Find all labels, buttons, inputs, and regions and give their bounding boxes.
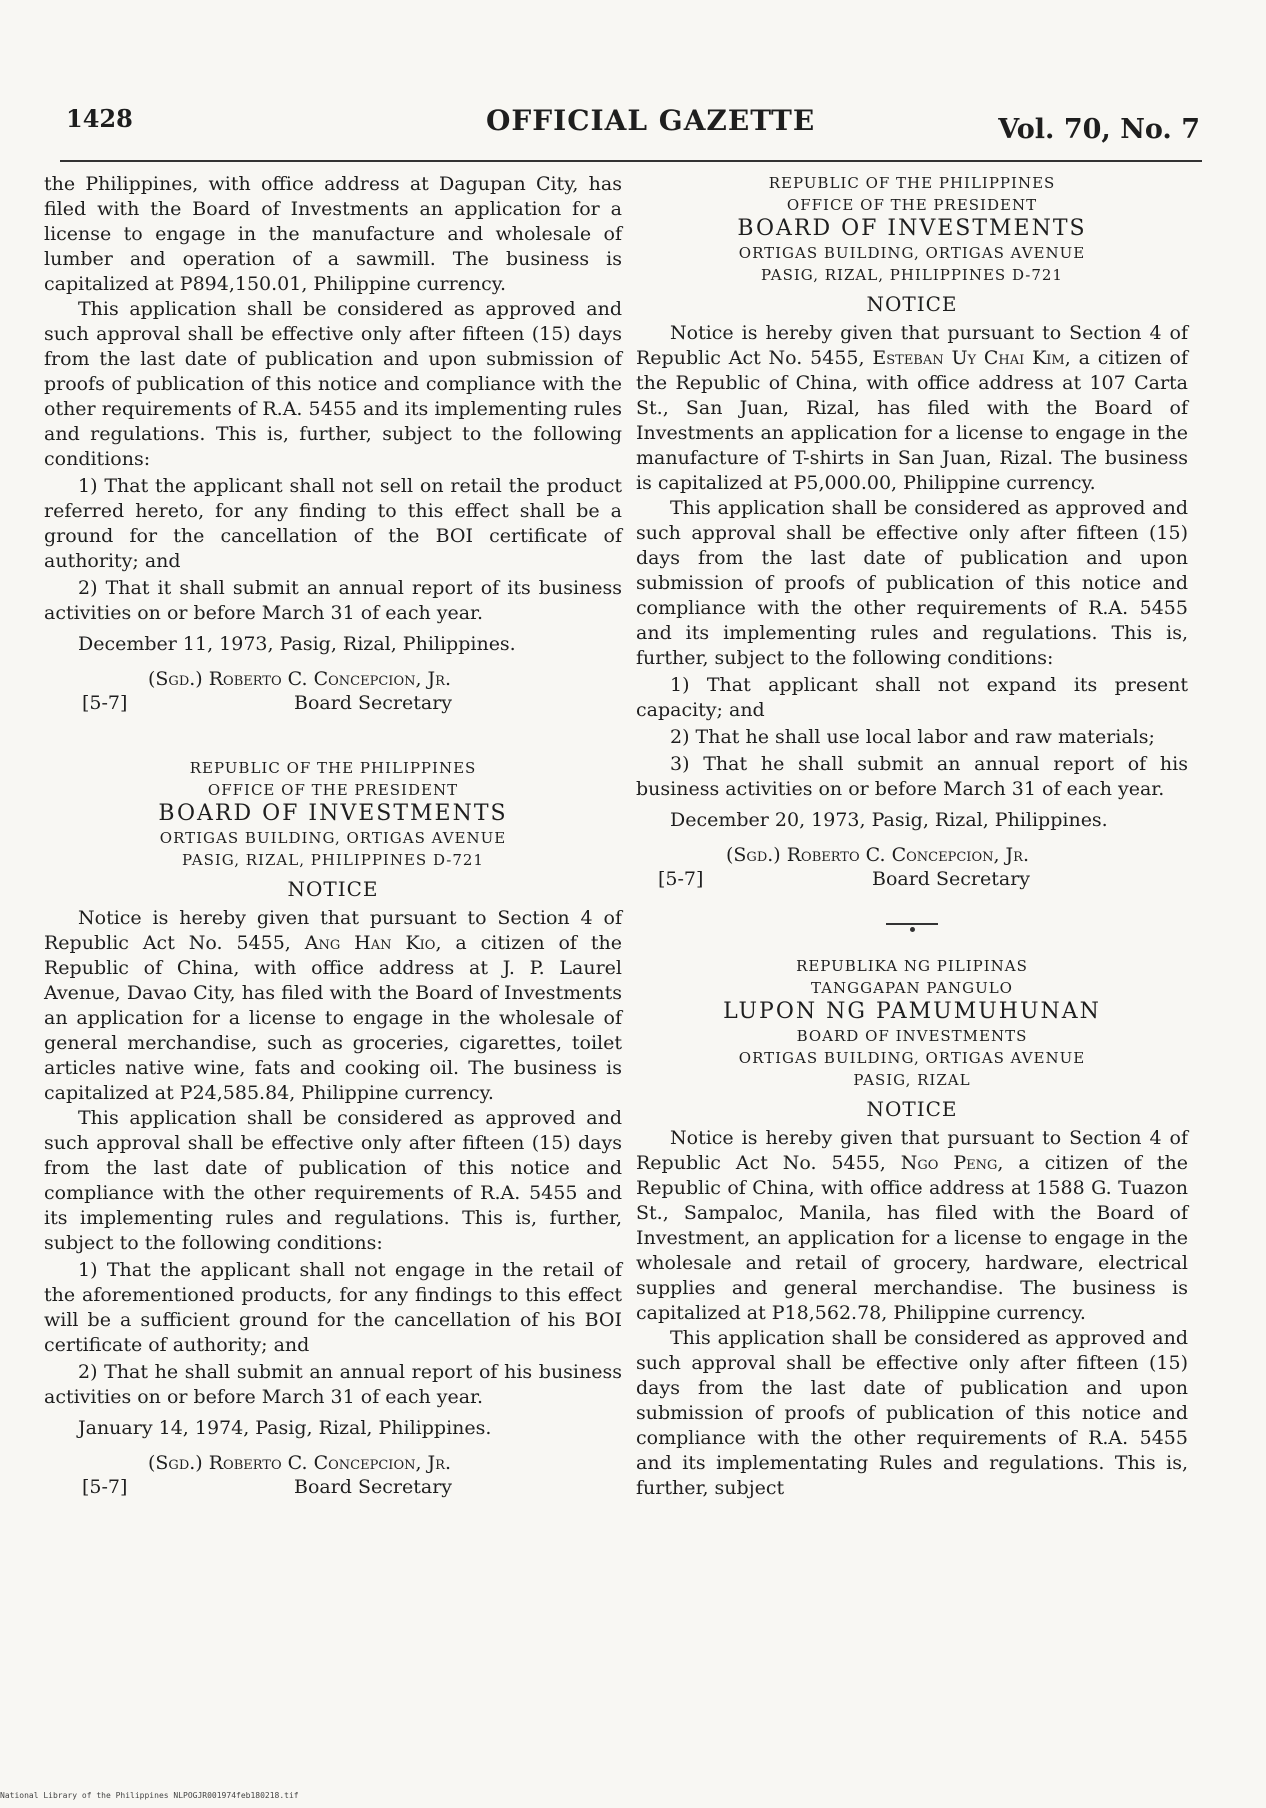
approval-paragraph: This application shall be considered as approved and such approval shall be effective only after fifteen (15) days from the last date of publication and upon submission of proofs of publication of this notice and compliance with the other requirements of R.A. 5455 and its implementing rules and regulations. This is, further, subject to the following conditions: [636, 497, 1188, 669]
notice-title: NOTICE [287, 877, 379, 901]
signatory: (Sgd.) Roberto C. Concepcion, Jr. [148, 668, 451, 690]
notice-date: December 11, 1973, Pasig, Rizal, Philippines. [78, 633, 516, 655]
condition-1: 1) That the applicant shall not sell on retail the product referred hereto, for any finding to this effect shall be a ground for the cancellation of the BOI certificate of authority; and [44, 475, 622, 572]
heading-tanggapan: TANGGAPAN PANGULO [811, 979, 1013, 997]
heading-address: PASIG, RIZAL, PHILIPPINES D-721 [182, 851, 484, 869]
applicant-name: Ngo Peng [900, 1152, 998, 1174]
heading-republic: REPUBLIC OF THE PHILIPPINES [768, 174, 1056, 192]
signatory-position: Board Secretary [294, 1476, 453, 1498]
signature-block [636, 843, 1188, 893]
signature-block [44, 667, 622, 717]
heading-lupon: LUPON NG PAMUMUHUNAN [723, 999, 1101, 1024]
condition-3: 3) That he shall submit an annual report of his business activities on or before March 31 of each year. [636, 753, 1188, 800]
right-column [636, 172, 1188, 1501]
heading-office: OFFICE OF THE PRESIDENT [786, 196, 1038, 214]
heading-address: PASIG, RIZAL, PHILIPPINES D-721 [761, 266, 1063, 284]
condition-1: 1) That applicant shall not expand its present capacity; and [636, 674, 1188, 721]
heading-building: ORTIGAS BUILDING, ORTIGAS AVENUE [738, 1049, 1086, 1067]
approval-paragraph: This application shall be considered as approved and such approval shall be effective only after fifteen (15) days from the last date of publication of this notice and compliance with the other requirements of R.A. 5455 and its implementing rules and regulations. This is, further, subject to the following conditions: [44, 1107, 622, 1254]
notice-ngo-peng [636, 955, 1188, 1501]
notice-body: Notice is hereby given that pursuant to Section 4 of Republic Act No. 5455, Ngo Peng, a citizen of the Republic of China, with office address at 1588 G. Tuazon St., Sampaloc, Manila, has filed with the Board of Investment, an application for a license to engage in the wholesale and retail of grocery, hardware, electrical supplies and general merchandise. The business is capitalized at P18,562.78, Philippine currency. [636, 1127, 1188, 1324]
notice-date: January 14, 1974, Pasig, Rizal, Philippines. [78, 1417, 492, 1439]
condition-1: 1) That the applicant shall not engage in the retail of the aforementioned products, for any findings to this effect will be a sufficient ground for the cancellation of his BOI certificate of authority; and [44, 1259, 622, 1356]
page-header [66, 104, 1200, 152]
section-divider [886, 923, 938, 925]
issue-ref: [5-7] [82, 692, 128, 714]
notice-esteban-uy-chai-kim [636, 172, 1188, 893]
signatory-position: Board Secretary [294, 692, 453, 714]
continued-paragraph: the Philippines, with office address at Dagupan City, has filed with the Board of Investments an application for a license to engage in the manufacture and wholesale of lumber and operation of a sawmill. The business is capitalized at P894,150.01, Philippine currency. [44, 173, 622, 295]
issue-ref: [5-7] [82, 1476, 128, 1498]
heading-republic: REPUBLIC OF THE PHILIPPINES [189, 759, 477, 777]
condition-2: 2) That it shall submit an annual report of its business activities on or before March 31 of each year. [44, 577, 622, 624]
signatory-position: Board Secretary [872, 868, 1031, 890]
notice-body: Notice is hereby given that pursuant to Section 4 of Republic Act No. 5455, Esteban Uy Chai Kim, a citizen of the Republic of China, with office address at 107 Carta St., San Juan, Rizal, has filed with the Board of Investments an application for a license to engage in the manufacture of T-shirts in San Juan, Rizal. The business is capitalized at P5,000.00, Philippine currency. [636, 322, 1188, 494]
scan-source-footer: National Library of the Philippines NLPOGJR001974feb180218.tif [0, 1791, 299, 1800]
signatory: (Sgd.) Roberto C. Concepcion, Jr. [148, 1452, 451, 1474]
issue-ref: [5-7] [658, 868, 704, 890]
heading-board: BOARD OF INVESTMENTS [737, 216, 1087, 241]
applicant-name: Ang Han Kio [304, 932, 436, 954]
heading-office: OFFICE OF THE PRESIDENT [207, 781, 459, 799]
approval-paragraph: This application shall be considered as approved and such approval shall be effective only after fifteen (15) days from the last date of publication and upon submission of proofs of publication of this notice and compliance with the other requirements of R.A. 5455 and its implementing rules and regulations. This is, further, subject to the following conditions: [44, 298, 622, 470]
notice-title: NOTICE [866, 1097, 958, 1121]
heading-building: ORTIGAS BUILDING, ORTIGAS AVENUE [738, 244, 1086, 262]
heading-building: ORTIGAS BUILDING, ORTIGAS AVENUE [159, 829, 507, 847]
page-number: 1428 [66, 104, 133, 133]
notice-date: December 20, 1973, Pasig, Rizal, Philippines. [670, 809, 1108, 831]
condition-2: 2) That he shall use local labor and raw materials; [670, 726, 1155, 748]
approval-paragraph: This application shall be considered as approved and such approval shall be effective only after fifteen (15) days from the last date of publication and upon submission of proofs of publication of this notice and compliance with the other requirements of R.A. 5455 and its implementating Rules and regulations. This is, further, subject [636, 1327, 1188, 1499]
signature-block [44, 1451, 622, 1501]
notice-body: Notice is hereby given that pursuant to Section 4 of Republic Act No. 5455, Ang Han Kio, a citizen of the Republic of China, with office address at J. P. Laurel Avenue, Davao City, has filed with the Board of Investments an application for a license to engage in the wholesale of general merchandise, such as groceries, cigarettes, toilet articles native wine, fats and cooking oil. The business is capitalized at P24,585.84, Philippine currency. [44, 907, 623, 1104]
heading-republika: REPUBLIKA NG PILIPINAS [796, 957, 1028, 975]
heading-board: BOARD OF INVESTMENTS [796, 1027, 1028, 1045]
header-rule [60, 160, 1202, 162]
heading-address: PASIG, RIZAL [853, 1071, 971, 1089]
gazette-title: OFFICIAL GAZETTE [486, 104, 816, 137]
applicant-name: Esteban Uy Chai Kim [872, 347, 1065, 369]
left-column [44, 172, 622, 1501]
notice-title: NOTICE [866, 292, 958, 316]
heading-board: BOARD OF INVESTMENTS [158, 801, 508, 826]
signatory: (Sgd.) Roberto C. Concepcion, Jr. [726, 844, 1029, 866]
notice-ang-han-kio [44, 757, 622, 1501]
condition-2: 2) That he shall submit an annual report of his business activities on or before March 31 of each year. [44, 1361, 622, 1408]
volume-number: Vol. 70, No. 7 [998, 114, 1200, 145]
